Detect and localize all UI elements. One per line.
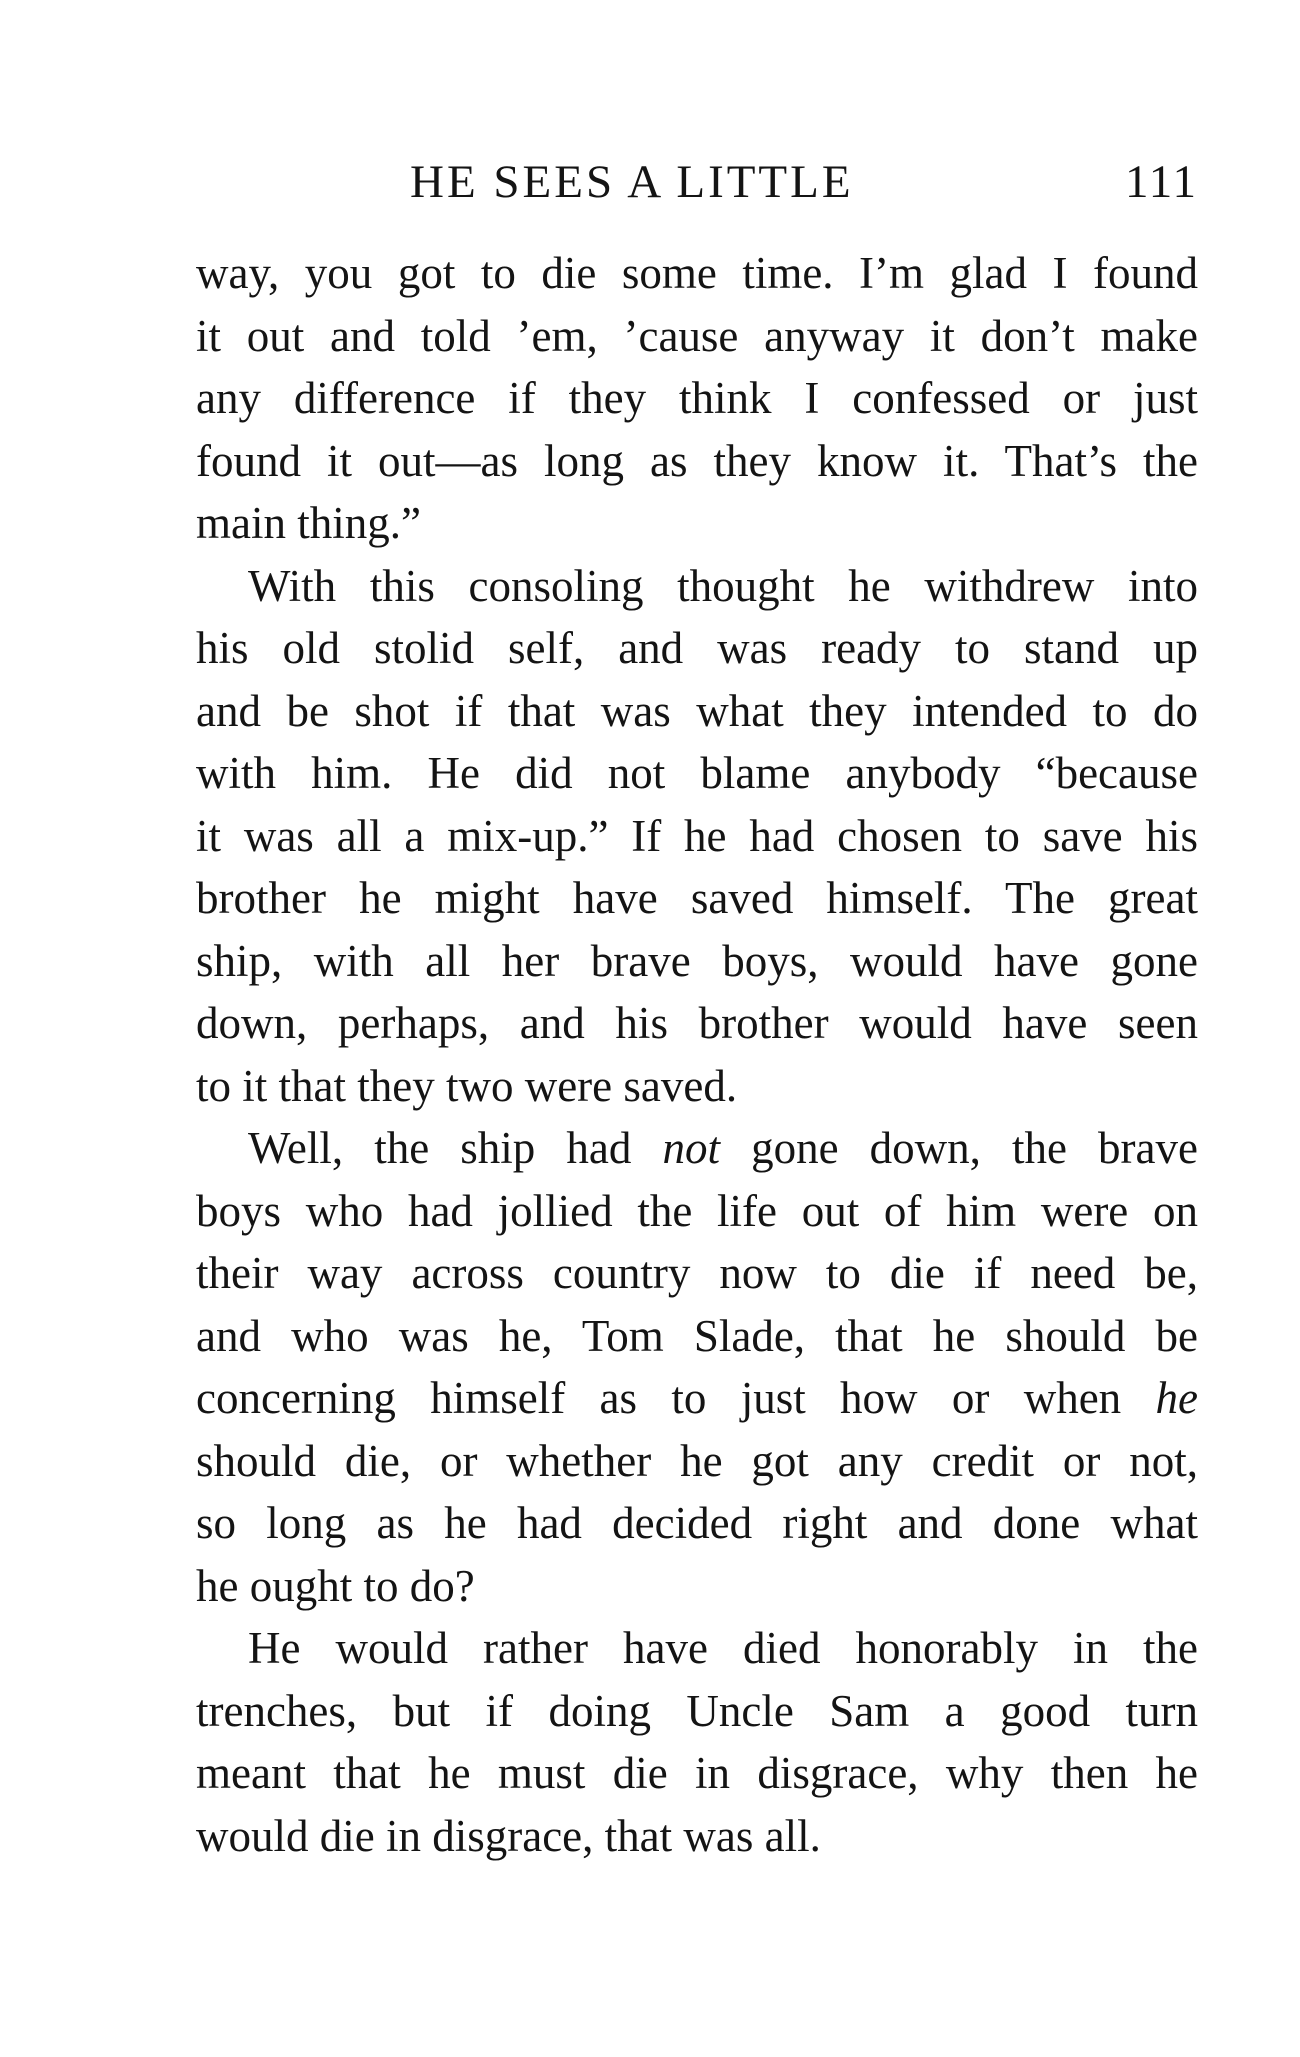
paragraph-1 [196, 242, 1198, 555]
italic-emphasis: he [1155, 1373, 1198, 1423]
text-line: it out and told ’em, ’cause anyway it don’t make [196, 310, 1198, 361]
text-line: he ought to do? [196, 1560, 475, 1611]
text-line: Well, the ship had not gone down, the brave [248, 1123, 1198, 1173]
italic-emphasis: not [662, 1123, 720, 1173]
text-line: found it out—as long as they know it. That’s the [196, 435, 1198, 486]
paragraph-2 [196, 555, 1198, 1118]
paragraph-4 [196, 1617, 1198, 1867]
text-line: his old stolid self, and was ready to stand up [196, 623, 1198, 673]
text-line: it was all a mix-up.” If he had chosen to save his [196, 810, 1198, 861]
text-line: He would rather have died honorably in the [248, 1623, 1198, 1673]
running-title: HE SEES A LITTLE [410, 156, 854, 208]
text-line: trenches, but if doing Uncle Sam a good turn [196, 1685, 1198, 1736]
text-line: their way across country now to die if need be, [196, 1248, 1198, 1298]
text-line: brother he might have saved himself. The great [196, 873, 1198, 923]
text-line: meant that he must die in disgrace, why then he [196, 1748, 1198, 1798]
body-text [196, 242, 1198, 1867]
text-line: concerning himself as to just how or when he [196, 1373, 1198, 1423]
text-line: and be shot if that was what they intended to do [196, 685, 1198, 736]
text-line: with him. He did not blame anybody “because [196, 748, 1198, 798]
text-line: main thing.” [196, 498, 421, 548]
text-line: boys who had jollied the life out of him were on [196, 1185, 1198, 1236]
text-line: to it that they two were saved. [196, 1060, 738, 1111]
text-line: so long as he had decided right and done what [196, 1498, 1198, 1548]
text-line: down, perhaps, and his brother would have seen [196, 998, 1198, 1048]
text-line: way, you got to die some time. I’m glad I found [196, 248, 1198, 298]
text-line: and who was he, Tom Slade, that he should be [196, 1310, 1198, 1361]
text-line: ship, with all her brave boys, would have gone [196, 935, 1198, 986]
text-line: should die, or whether he got any credit or not, [196, 1435, 1198, 1486]
text-line: would die in disgrace, that was all. [196, 1810, 821, 1861]
page-number: 111 [1124, 156, 1198, 208]
paragraph-3 [196, 1117, 1198, 1617]
running-head [196, 152, 1198, 212]
text-line: any difference if they think I confessed or just [196, 373, 1198, 423]
text-line: With this consoling thought he withdrew into [248, 560, 1198, 611]
